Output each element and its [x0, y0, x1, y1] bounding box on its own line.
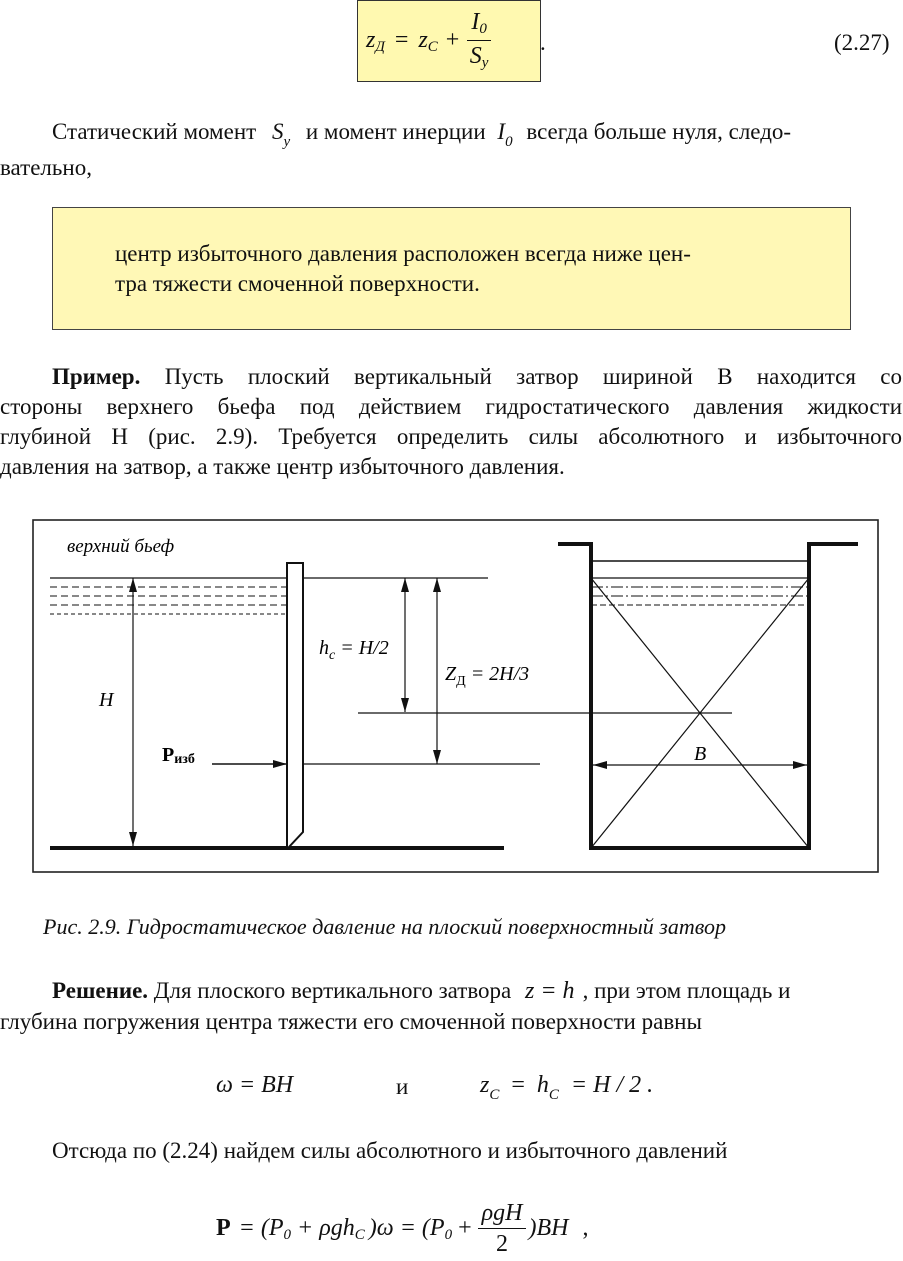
- label-H: H: [99, 689, 114, 711]
- equation-omega: ω = BH: [216, 1072, 294, 1098]
- solution-line-1: Решение. Для плоского вертикального затвора z = h , при этом площадь и: [52, 978, 791, 1004]
- example-line-4: давления на затвор, а также центр избыточного давления.: [0, 454, 565, 479]
- label-B: B: [694, 743, 707, 765]
- note-line-1: центр избыточного давления расположен всегда ниже цен-: [115, 241, 691, 266]
- equation-number-2-27: (2.27): [834, 30, 890, 55]
- equation-2-27: z Д = z C + $\frac{I0}{Sy}$: [366, 8, 491, 72]
- equation-and: и: [396, 1074, 409, 1099]
- gate-leaf: [287, 563, 303, 848]
- equation-P: P = (P 0 + ρgh C )ω = (P 0 + $\frac{\text{ρgH}}{2}$ )BH ,: [216, 1199, 589, 1257]
- paragraph-hence: Отсюда по (2.24) найдем силы абсолютного и избыточного давлений: [52, 1138, 728, 1163]
- example-line-2: стороны верхнего бьефа под действием гидростатического давления жидкости: [0, 394, 902, 419]
- label-hc: $h_c = H/2$: [319, 637, 389, 663]
- paragraph-static-moment-line2: вательно,: [0, 155, 92, 180]
- note-line-2: тра тяжести смоченной поверхности.: [115, 271, 480, 296]
- fraction-rhogH-2: $\frac{\text{ρgH}}{2}$: [478, 1198, 527, 1259]
- figure-frame: [33, 520, 878, 872]
- figure-caption: Рис. 2.9. Гидростатическое давление на плоский поверхностный затвор: [43, 914, 727, 939]
- paragraph-static-moment: Статический момент $S_y$ и момент инерции $I_0$ всегда больше нуля, следо-: [52, 119, 792, 150]
- label-P-izb: Pизб: [162, 744, 195, 767]
- equation-trailing-dot: .: [540, 30, 546, 55]
- figure-2-9: [0, 510, 903, 880]
- solution-line-2: глубина погружения центра тяжести его смоченной поверхности равны: [0, 1009, 702, 1034]
- example-line-1: Пример. Пусть плоский вертикальный затвор шириной В находится со: [52, 364, 902, 389]
- equation-zc-hc: $z_C = h_C = H / 2$ .: [480, 1072, 654, 1103]
- label-zd: $Z_Д = 2H/3$: [445, 663, 530, 689]
- example-line-3: глубиной Н (рис. 2.9). Требуется определить силы абсолютного и избыточного: [0, 424, 902, 449]
- fraction-i0-sy: $\frac{I0}{Sy}$: [467, 7, 491, 74]
- label-upstream: верхний бьеф: [67, 536, 175, 557]
